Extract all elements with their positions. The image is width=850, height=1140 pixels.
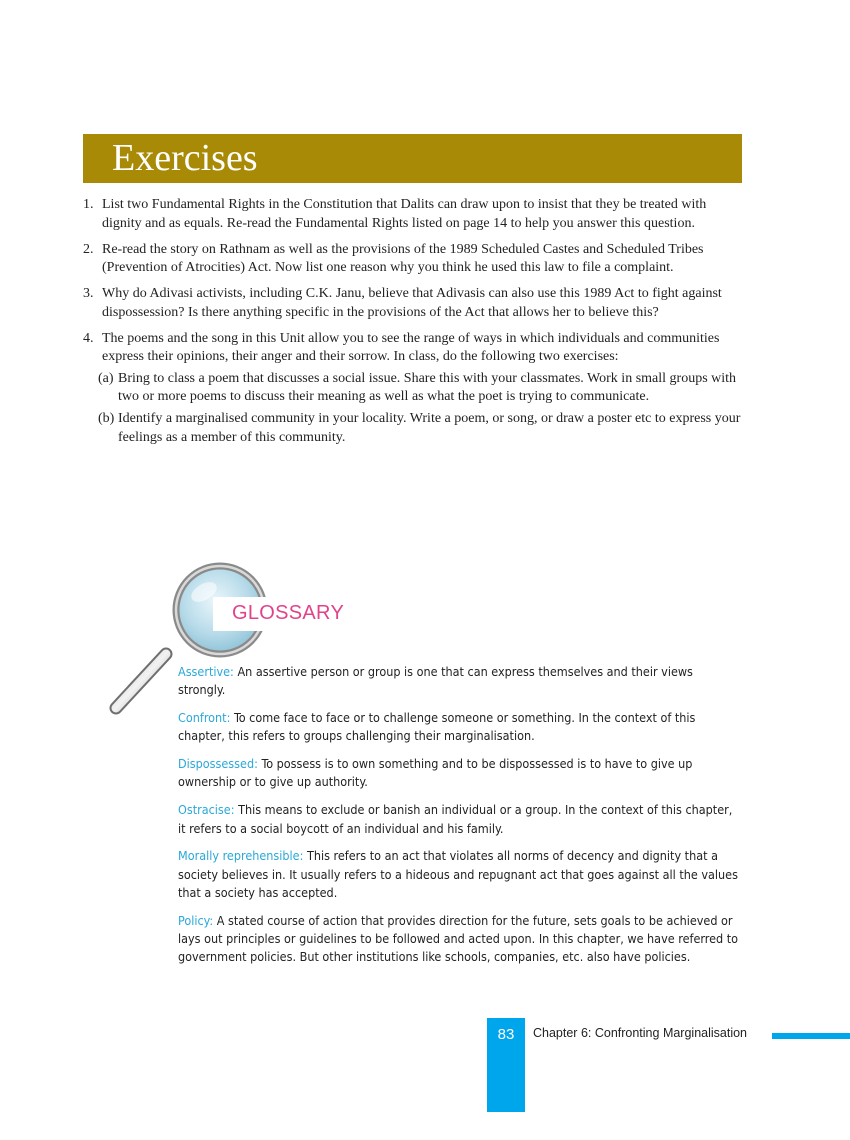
glossary-definition: This means to exclude or banish an individual or a group. In the context of this chapter, it refers to a social boycott of an individual and his family. <box>178 802 733 836</box>
glossary-entry <box>178 847 742 902</box>
glossary-entry <box>178 709 742 746</box>
exercise-number: 3. <box>83 286 94 301</box>
glossary-term: Dispossessed: <box>178 756 258 772</box>
glossary-definition: An assertive person or group is one that can express themselves and their views strongly. <box>178 664 693 698</box>
exercise-item <box>83 330 743 448</box>
glossary-term: Confront: <box>178 710 231 726</box>
exercise-text: The poems and the song in this Unit allow you to see the range of ways in which individuals and communities express their opinions, their anger and their sorrow. In class, do the following two exercises: <box>102 330 720 364</box>
exercise-number: 1. <box>83 197 94 212</box>
exercises-banner <box>83 134 742 183</box>
glossary-definition: To possess is to own something and to be dispossessed is to have to give up ownership or to give up authority. <box>178 756 693 790</box>
footer-accent-line <box>772 1033 850 1039</box>
exercise-text: Why do Adivasi activists, including C.K. Janu, believe that Adivasis can also use this 1989 Act to fight against dispossession? Is there anything specific in the provisions of the Act that allows her to believe this? <box>102 286 722 320</box>
glossary-definition: This refers to an act that violates all norms of decency and dignity that a society believes in. It usually refers to a hideous and repugnant act that goes against all the values that a society has accepted. <box>178 848 738 900</box>
glossary-list <box>178 663 742 976</box>
sub-exercise-text: Identify a marginalised community in your locality. Write a poem, or song, or draw a poster etc to express your feelings as a member of this community. <box>118 411 741 445</box>
chapter-label: Chapter 6: Confronting Marginalisation <box>533 1026 748 1040</box>
exercise-number: 2. <box>83 241 94 257</box>
sub-exercise-item <box>83 370 743 407</box>
page-title: Exercises <box>112 137 258 179</box>
glossary-heading: GLOSSARY <box>232 602 345 624</box>
glossary-entry <box>178 755 742 792</box>
page-number: 83 <box>497 1026 515 1043</box>
exercise-item <box>83 285 743 322</box>
glossary-entry <box>178 801 742 838</box>
glossary-term: Assertive: <box>178 664 234 679</box>
exercise-item <box>83 241 743 278</box>
page-number-tab <box>487 1018 525 1112</box>
sub-exercise-text: Bring to class a poem that discusses a social issue. Share this with your classmates. Work in small groups with two or more poems to discuss their meaning as well as what the poet is trying to communicate. <box>118 370 737 404</box>
sub-exercise-number: (a) <box>98 370 114 386</box>
glossary-definition: A stated course of action that provides direction for the future, sets goals to be achieved or lays out principles or guidelines to be followed and acted upon. In this chapter, we have referred to government policies. But other institutions like schools, companies, etc. also have policies. <box>178 912 739 965</box>
sub-exercise-list <box>98 370 743 448</box>
sub-exercise-item <box>83 410 743 447</box>
sub-exercise-number: (b) <box>98 411 115 426</box>
glossary-entry <box>178 663 742 700</box>
exercise-text: Re-read the story on Rathnam as well as the provisions of the 1989 Scheduled Castes and Scheduled Tribes (Prevention of Atrocities) Act. Now list one reason why you think he used this law to file a complaint. <box>102 241 704 275</box>
exercise-item <box>83 196 743 233</box>
glossary-definition: To come face to face or to challenge someone or something. In the context of this chapter, this refers to groups challenging their marginalisation. <box>178 710 696 744</box>
glossary-term: Morally reprehensible: <box>178 848 304 864</box>
glossary-entry <box>178 912 742 967</box>
glossary-term: Policy: <box>178 912 214 928</box>
glossary-heading-box <box>213 597 343 631</box>
exercise-text: List two Fundamental Rights in the Constitution that Dalits can draw upon to insist that they be treated with dignity and as equals. Re-read the Fundamental Rights listed on page 14 to help you answer this question. <box>102 197 707 231</box>
exercise-number: 4. <box>83 330 94 346</box>
exercise-list <box>83 196 743 455</box>
glossary-term: Ostracise: <box>178 802 235 818</box>
